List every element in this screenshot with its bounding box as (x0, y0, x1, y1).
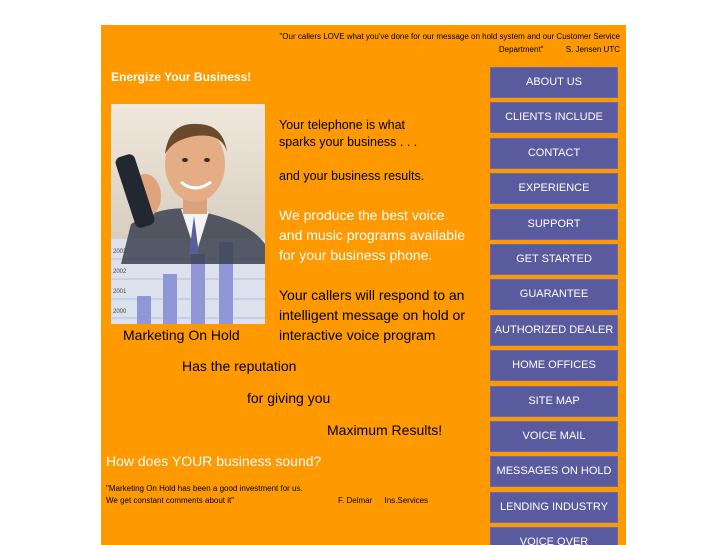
nav-messages-on-hold[interactable]: MESSAGES ON HOLD (490, 456, 618, 487)
intro-line: sparks your business . . . (279, 135, 418, 149)
nav-lending-industry[interactable]: LENDING INDUSTRY (490, 492, 618, 523)
respond-line: interactive voice program (279, 327, 436, 343)
produce-line: We produce the best voice (279, 207, 445, 223)
tagline-part2: for giving you (247, 390, 331, 406)
footer-quote-author (338, 495, 438, 507)
footer-testimonial (106, 483, 466, 507)
footer-author-company: Ins.Services (384, 496, 429, 505)
tagline-part1: Has the reputation (182, 358, 297, 374)
intro-line: and your business results. (279, 169, 425, 183)
photo-caption: Marketing On Hold (123, 327, 240, 343)
page-container (101, 25, 626, 545)
nav-voice-mail[interactable]: VOICE MAIL (490, 421, 618, 452)
respond-line: intelligent message on hold or (279, 307, 466, 323)
nav-guarantee[interactable]: GUARANTEE (490, 279, 618, 310)
nav-get-started[interactable]: GET STARTED (490, 244, 618, 275)
nav-clients-include[interactable]: CLIENTS INCLUDE (490, 102, 618, 133)
nav-home-offices[interactable]: HOME OFFICES (490, 350, 618, 381)
footer-quote-line: We get constant comments about it" (106, 496, 235, 505)
header-quote-author: S. Jensen UTC (565, 45, 620, 54)
headline: Energize Your Business! (111, 70, 252, 84)
footer-quote-line: "Marketing On Hold has been a good investment for us. (106, 484, 303, 493)
question-heading: How does YOUR business sound? (106, 453, 322, 469)
nav-site-map[interactable]: SITE MAP (490, 386, 618, 417)
chart-year-label: 2001 (113, 289, 127, 295)
respond-line: Your callers will respond to an (279, 287, 465, 303)
nav-authorized-dealer[interactable]: AUTHORIZED DEALER (490, 315, 618, 346)
produce-text (279, 205, 465, 265)
header-testimonial (260, 30, 620, 56)
header-quote-text: "Our callers LOVE what you've done for our message on hold system and our Customer Service Department" (279, 32, 620, 54)
intro-line: Your telephone is what (279, 118, 406, 132)
produce-line: for your business phone. (279, 247, 433, 263)
nav-experience[interactable]: EXPERIENCE (490, 173, 618, 204)
chart-year-label: 2000 (113, 309, 127, 315)
respond-text (279, 285, 465, 345)
intro-text (279, 117, 424, 185)
nav-support[interactable]: SUPPORT (490, 209, 618, 240)
nav-about-us[interactable]: ABOUT US (490, 67, 618, 98)
nav-contact[interactable]: CONTACT (490, 138, 618, 169)
footer-author-name: F. Delmar (338, 496, 373, 505)
chart-year-label: 2002 (113, 269, 127, 275)
produce-line: and music programs available (279, 227, 465, 243)
chart-year-label: 2003 (113, 249, 127, 255)
businessman-photo (111, 104, 265, 324)
businessman-illustration (111, 104, 265, 324)
sidebar-nav (490, 67, 618, 545)
nav-voice-over[interactable]: VOICE OVER (490, 527, 618, 545)
tagline-part3: Maximum Results! (327, 422, 443, 438)
